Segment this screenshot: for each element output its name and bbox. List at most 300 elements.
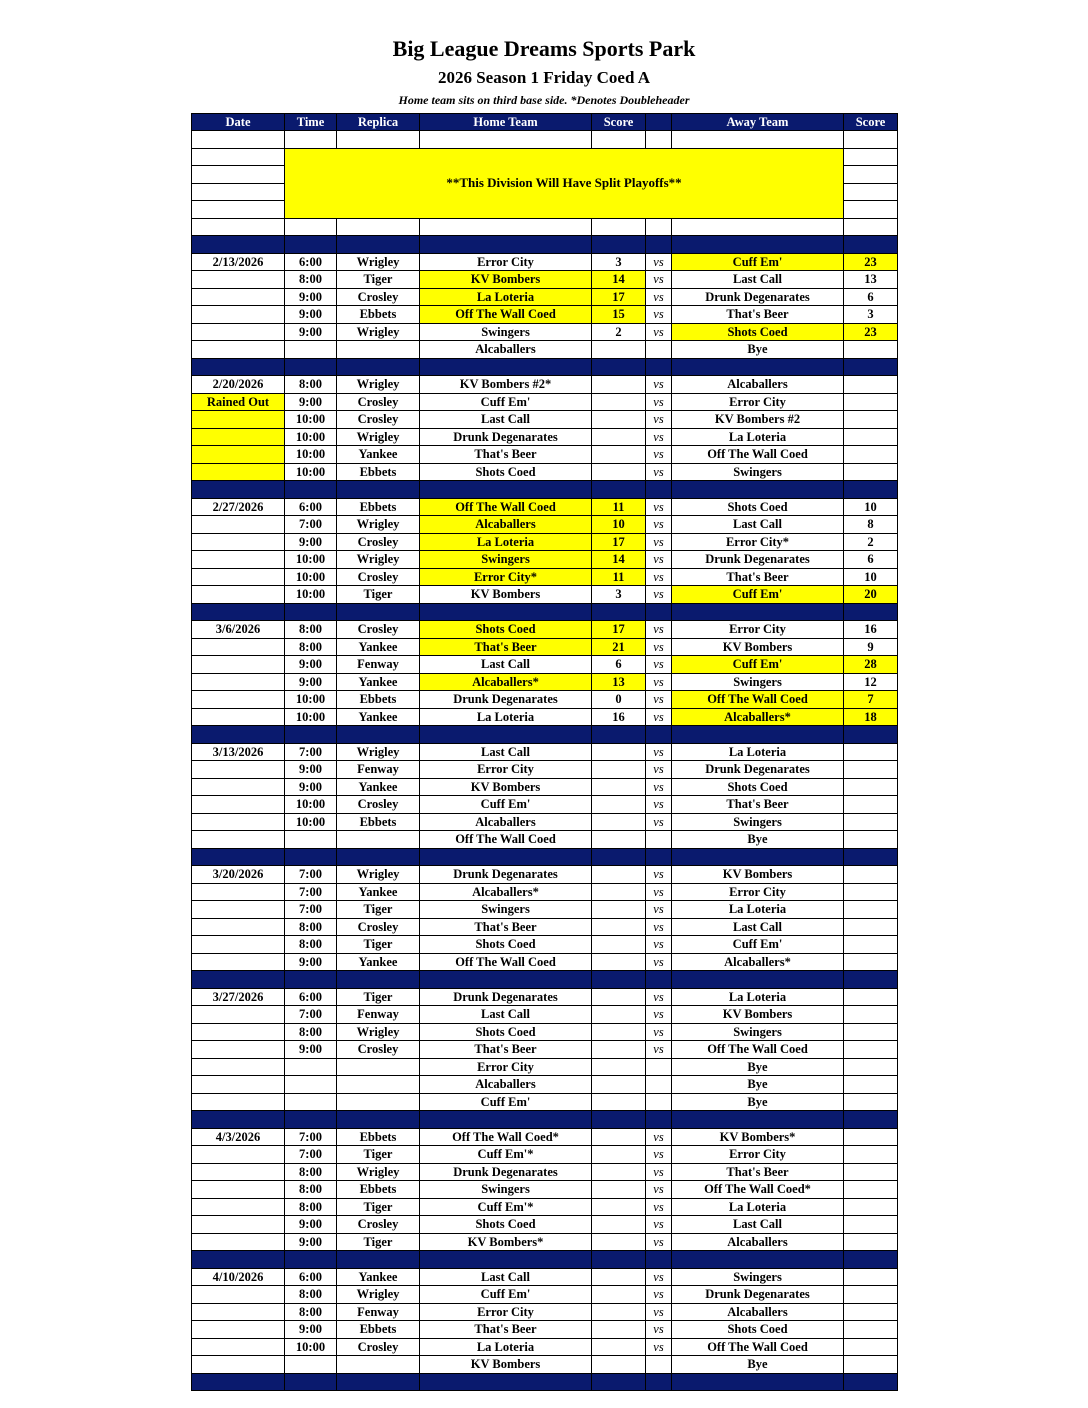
- date-cell: [192, 551, 285, 569]
- replica-field: Crosley: [337, 533, 420, 551]
- replica-field: Wrigley: [337, 1163, 420, 1181]
- home-score: [592, 1356, 646, 1374]
- game-row: [192, 1216, 898, 1234]
- week-separator: [192, 726, 898, 744]
- vs-label: vs: [646, 498, 672, 516]
- game-row: [192, 271, 898, 289]
- away-score: 10: [844, 498, 898, 516]
- date-cell: [192, 516, 285, 534]
- away-score: [844, 831, 898, 849]
- replica-field: Wrigley: [337, 516, 420, 534]
- away-score: [844, 796, 898, 814]
- away-score: [844, 1198, 898, 1216]
- date-cell: [192, 1338, 285, 1356]
- home-score: [592, 1128, 646, 1146]
- away-team: Swingers: [672, 673, 844, 691]
- date-cell: [192, 1233, 285, 1251]
- date-cell: [192, 533, 285, 551]
- col-vs-header: [646, 114, 672, 131]
- replica-field: Tiger: [337, 988, 420, 1006]
- game-row: [192, 1198, 898, 1216]
- date-cell: [192, 446, 285, 464]
- away-team: Off The Wall Coed: [672, 691, 844, 709]
- home-score: [592, 883, 646, 901]
- away-team: Off The Wall Coed*: [672, 1181, 844, 1199]
- page-title: Big League Dreams Sports Park: [392, 36, 696, 61]
- vs-label: vs: [646, 551, 672, 569]
- away-team: Drunk Degenarates: [672, 761, 844, 779]
- home-score: [592, 376, 646, 394]
- home-score: [592, 1286, 646, 1304]
- home-team: KV Bombers: [420, 778, 592, 796]
- away-team: Off The Wall Coed: [672, 1338, 844, 1356]
- game-row: [192, 743, 898, 761]
- away-team: Drunk Degenarates: [672, 1286, 844, 1304]
- vs-label: vs: [646, 533, 672, 551]
- home-score: [592, 1181, 646, 1199]
- game-row: [192, 323, 898, 341]
- home-team: Cuff Em': [420, 1286, 592, 1304]
- away-score: [844, 1093, 898, 1111]
- date-cell: [192, 586, 285, 604]
- vs-label: vs: [646, 866, 672, 884]
- week-separator: [192, 358, 898, 376]
- date-cell: [192, 1041, 285, 1059]
- game-time: 9:00: [285, 1041, 337, 1059]
- game-time: 7:00: [285, 901, 337, 919]
- home-team: Last Call: [420, 743, 592, 761]
- game-row: [192, 341, 898, 359]
- away-team: Bye: [672, 341, 844, 359]
- home-score: [592, 393, 646, 411]
- home-team: Error City: [420, 1058, 592, 1076]
- away-score: [844, 1041, 898, 1059]
- game-time: 8:00: [285, 621, 337, 639]
- away-score: [844, 936, 898, 954]
- vs-label: vs: [646, 708, 672, 726]
- home-team: KV Bombers: [420, 1356, 592, 1374]
- game-time: 8:00: [285, 1198, 337, 1216]
- home-score: [592, 1163, 646, 1181]
- away-team: That's Beer: [672, 796, 844, 814]
- away-score: 13: [844, 271, 898, 289]
- header-row: [192, 114, 898, 131]
- vs-label: vs: [646, 813, 672, 831]
- away-score: 6: [844, 551, 898, 569]
- home-score: [592, 411, 646, 429]
- vs-label: vs: [646, 1216, 672, 1234]
- game-row: [192, 691, 898, 709]
- away-team: Error City: [672, 393, 844, 411]
- vs-label: vs: [646, 761, 672, 779]
- game-time: [285, 341, 337, 359]
- home-score: [592, 1198, 646, 1216]
- home-score: [592, 428, 646, 446]
- game-time: 7:00: [285, 743, 337, 761]
- away-score: [844, 341, 898, 359]
- game-time: 9:00: [285, 778, 337, 796]
- away-score: [844, 988, 898, 1006]
- away-team: Swingers: [672, 1268, 844, 1286]
- away-score: [844, 1321, 898, 1339]
- date-cell: [192, 288, 285, 306]
- game-time: 7:00: [285, 866, 337, 884]
- home-score: [592, 1303, 646, 1321]
- away-score: [844, 1128, 898, 1146]
- vs-label: vs: [646, 288, 672, 306]
- replica-field: Ebbets: [337, 306, 420, 324]
- replica-field: Yankee: [337, 673, 420, 691]
- vs-label: vs: [646, 988, 672, 1006]
- date-cell: [192, 1216, 285, 1234]
- game-time: 8:00: [285, 376, 337, 394]
- game-row: [192, 708, 898, 726]
- vs-label: vs: [646, 1041, 672, 1059]
- away-team: Bye: [672, 1356, 844, 1374]
- home-team: Off The Wall Coed: [420, 953, 592, 971]
- home-score: 2: [592, 323, 646, 341]
- away-score: [844, 446, 898, 464]
- replica-field: Wrigley: [337, 866, 420, 884]
- home-team: Drunk Degenarates: [420, 428, 592, 446]
- game-time: 8:00: [285, 1286, 337, 1304]
- away-team: Alcaballers*: [672, 953, 844, 971]
- game-time: 8:00: [285, 1303, 337, 1321]
- game-time: 6:00: [285, 253, 337, 271]
- game-time: 6:00: [285, 988, 337, 1006]
- game-time: [285, 1093, 337, 1111]
- home-score: [592, 1023, 646, 1041]
- home-score: [592, 901, 646, 919]
- week-separator: [192, 971, 898, 989]
- game-time: 8:00: [285, 936, 337, 954]
- game-time: 10:00: [285, 428, 337, 446]
- home-score: [592, 831, 646, 849]
- game-row: [192, 621, 898, 639]
- home-score: [592, 743, 646, 761]
- game-time: 8:00: [285, 918, 337, 936]
- vs-label: vs: [646, 621, 672, 639]
- game-row: [192, 1303, 898, 1321]
- home-team: Shots Coed: [420, 1023, 592, 1041]
- home-team: La Loteria: [420, 1338, 592, 1356]
- game-row: [192, 1041, 898, 1059]
- game-time: 10:00: [285, 708, 337, 726]
- away-team: That's Beer: [672, 1163, 844, 1181]
- replica-field: Yankee: [337, 446, 420, 464]
- away-score: [844, 901, 898, 919]
- game-time: 9:00: [285, 393, 337, 411]
- game-time: [285, 1076, 337, 1094]
- vs-label: vs: [646, 411, 672, 429]
- game-row: [192, 831, 898, 849]
- game-date: 2/20/2026: [192, 376, 285, 394]
- vs-label: vs: [646, 393, 672, 411]
- game-row: [192, 1321, 898, 1339]
- game-time: 9:00: [285, 953, 337, 971]
- home-score: 17: [592, 288, 646, 306]
- home-score: [592, 1076, 646, 1094]
- away-score: [844, 1216, 898, 1234]
- home-team: Cuff Em'*: [420, 1198, 592, 1216]
- vs-label: vs: [646, 918, 672, 936]
- game-row: [192, 533, 898, 551]
- away-score: 18: [844, 708, 898, 726]
- game-date: 3/6/2026: [192, 621, 285, 639]
- away-score: 16: [844, 621, 898, 639]
- date-cell: [192, 1321, 285, 1339]
- game-row: [192, 813, 898, 831]
- game-row: [192, 1356, 898, 1374]
- week-separator: [192, 1251, 898, 1269]
- replica-field: Crosley: [337, 796, 420, 814]
- game-row: [192, 778, 898, 796]
- game-time: 8:00: [285, 271, 337, 289]
- vs-label: vs: [646, 1128, 672, 1146]
- game-row: [192, 288, 898, 306]
- away-score: [844, 1058, 898, 1076]
- away-team: Cuff Em': [672, 253, 844, 271]
- home-score: 14: [592, 551, 646, 569]
- away-team: Last Call: [672, 516, 844, 534]
- vs-label: vs: [646, 1303, 672, 1321]
- date-cell: [192, 708, 285, 726]
- game-time: 7:00: [285, 1006, 337, 1024]
- game-row: [192, 673, 898, 691]
- home-team: KV Bombers: [420, 271, 592, 289]
- home-score: [592, 1216, 646, 1234]
- date-cell: [192, 691, 285, 709]
- replica-field: Tiger: [337, 1146, 420, 1164]
- replica-field: Fenway: [337, 656, 420, 674]
- vs-label: vs: [646, 253, 672, 271]
- home-team: Off The Wall Coed: [420, 306, 592, 324]
- date-cell: [192, 1163, 285, 1181]
- home-team: Last Call: [420, 411, 592, 429]
- game-date: 2/13/2026: [192, 253, 285, 271]
- home-score: 17: [592, 621, 646, 639]
- away-team: Last Call: [672, 1216, 844, 1234]
- home-score: [592, 341, 646, 359]
- game-time: 10:00: [285, 796, 337, 814]
- away-team: Bye: [672, 1093, 844, 1111]
- replica-field: Wrigley: [337, 551, 420, 569]
- schedule-body: [192, 131, 898, 1391]
- col-home-header: Home Team: [420, 114, 592, 131]
- date-cell: [192, 1356, 285, 1374]
- game-row: [192, 428, 898, 446]
- replica-field: Yankee: [337, 953, 420, 971]
- replica-field: Tiger: [337, 586, 420, 604]
- away-team: Error City: [672, 883, 844, 901]
- replica-field: [337, 831, 420, 849]
- game-row: [192, 866, 898, 884]
- away-team: La Loteria: [672, 428, 844, 446]
- game-row: [192, 516, 898, 534]
- away-team: Drunk Degenarates: [672, 288, 844, 306]
- game-row: [192, 1093, 898, 1111]
- game-time: 9:00: [285, 656, 337, 674]
- replica-field: [337, 1058, 420, 1076]
- week-separator: [192, 848, 898, 866]
- week-separator: [192, 1111, 898, 1129]
- home-team: Alcaballers*: [420, 883, 592, 901]
- game-row: [192, 463, 898, 481]
- home-team: Last Call: [420, 1268, 592, 1286]
- replica-field: Ebbets: [337, 1321, 420, 1339]
- away-team: Shots Coed: [672, 778, 844, 796]
- away-score: [844, 953, 898, 971]
- game-row: [192, 1006, 898, 1024]
- home-score: 17: [592, 533, 646, 551]
- game-time: 10:00: [285, 813, 337, 831]
- date-cell: [192, 778, 285, 796]
- replica-field: Yankee: [337, 638, 420, 656]
- replica-field: Wrigley: [337, 323, 420, 341]
- home-team: Alcaballers: [420, 1076, 592, 1094]
- col-away-score-header: Score: [844, 114, 898, 131]
- home-team: KV Bombers*: [420, 1233, 592, 1251]
- replica-field: Ebbets: [337, 1181, 420, 1199]
- game-time: 10:00: [285, 551, 337, 569]
- date-cell: [192, 306, 285, 324]
- away-score: [844, 1303, 898, 1321]
- away-team: Swingers: [672, 813, 844, 831]
- away-score: 10: [844, 568, 898, 586]
- vs-label: vs: [646, 743, 672, 761]
- away-score: [844, 463, 898, 481]
- date-cell: [192, 568, 285, 586]
- home-score: 16: [592, 708, 646, 726]
- game-time: [285, 831, 337, 849]
- home-team: La Loteria: [420, 533, 592, 551]
- game-time: 8:00: [285, 1181, 337, 1199]
- replica-field: Yankee: [337, 778, 420, 796]
- game-date: 4/10/2026: [192, 1268, 285, 1286]
- away-team: KV Bombers: [672, 638, 844, 656]
- home-score: [592, 918, 646, 936]
- home-team: Last Call: [420, 1006, 592, 1024]
- game-row: [192, 656, 898, 674]
- date-cell: [192, 673, 285, 691]
- vs-label: vs: [646, 638, 672, 656]
- game-row: [192, 1338, 898, 1356]
- game-time: 8:00: [285, 1023, 337, 1041]
- away-team: Cuff Em': [672, 586, 844, 604]
- away-team: That's Beer: [672, 568, 844, 586]
- vs-label: vs: [646, 428, 672, 446]
- replica-field: Crosley: [337, 1216, 420, 1234]
- vs-label: vs: [646, 1268, 672, 1286]
- home-team: Swingers: [420, 323, 592, 341]
- vs-label: vs: [646, 1338, 672, 1356]
- away-team: Off The Wall Coed: [672, 1041, 844, 1059]
- replica-field: Crosley: [337, 621, 420, 639]
- date-cell: [192, 1198, 285, 1216]
- home-team: Drunk Degenarates: [420, 988, 592, 1006]
- home-score: [592, 778, 646, 796]
- home-team: La Loteria: [420, 288, 592, 306]
- replica-field: Ebbets: [337, 691, 420, 709]
- away-score: [844, 743, 898, 761]
- home-score: 21: [592, 638, 646, 656]
- game-date: 3/20/2026: [192, 866, 285, 884]
- game-row: [192, 1076, 898, 1094]
- date-cell: [192, 831, 285, 849]
- away-score: [844, 1023, 898, 1041]
- replica-field: Yankee: [337, 883, 420, 901]
- replica-field: Fenway: [337, 761, 420, 779]
- away-team: That's Beer: [672, 306, 844, 324]
- home-score: [592, 796, 646, 814]
- home-team: Shots Coed: [420, 936, 592, 954]
- game-row: [192, 498, 898, 516]
- home-score: [592, 1058, 646, 1076]
- home-team: Off The Wall Coed: [420, 831, 592, 849]
- away-team: KV Bombers*: [672, 1128, 844, 1146]
- schedule-note: Home team sits on third base side. *Denotes Doubleheader: [398, 93, 690, 107]
- away-score: 3: [844, 306, 898, 324]
- home-score: [592, 761, 646, 779]
- away-team: Shots Coed: [672, 323, 844, 341]
- game-time: 9:00: [285, 1216, 337, 1234]
- game-row: [192, 638, 898, 656]
- date-cell: [192, 638, 285, 656]
- home-score: 3: [592, 253, 646, 271]
- game-time: 8:00: [285, 638, 337, 656]
- home-team: Drunk Degenarates: [420, 866, 592, 884]
- home-score: [592, 866, 646, 884]
- game-time: 7:00: [285, 883, 337, 901]
- away-team: Cuff Em': [672, 936, 844, 954]
- away-score: [844, 813, 898, 831]
- vs-label: [646, 831, 672, 849]
- blank-row: [192, 218, 898, 236]
- game-row: [192, 1128, 898, 1146]
- home-score: [592, 936, 646, 954]
- home-team: Error City: [420, 761, 592, 779]
- home-team: Alcaballers: [420, 516, 592, 534]
- game-row: [192, 253, 898, 271]
- replica-field: Wrigley: [337, 743, 420, 761]
- away-score: [844, 1181, 898, 1199]
- home-score: [592, 1146, 646, 1164]
- game-row: [192, 936, 898, 954]
- vs-label: vs: [646, 1321, 672, 1339]
- vs-label: vs: [646, 463, 672, 481]
- home-score: 6: [592, 656, 646, 674]
- home-team: KV Bombers #2*: [420, 376, 592, 394]
- away-score: 23: [844, 253, 898, 271]
- away-score: 7: [844, 691, 898, 709]
- game-time: 9:00: [285, 306, 337, 324]
- home-team: Error City: [420, 253, 592, 271]
- date-cell: [192, 901, 285, 919]
- replica-field: Crosley: [337, 918, 420, 936]
- game-row: [192, 918, 898, 936]
- replica-field: Tiger: [337, 936, 420, 954]
- game-time: 10:00: [285, 411, 337, 429]
- col-away-header: Away Team: [672, 114, 844, 131]
- home-team: La Loteria: [420, 708, 592, 726]
- away-score: [844, 883, 898, 901]
- game-time: 6:00: [285, 498, 337, 516]
- vs-label: [646, 1356, 672, 1374]
- game-row: [192, 376, 898, 394]
- home-score: 13: [592, 673, 646, 691]
- date-cell: [192, 428, 285, 446]
- away-team: Error City*: [672, 533, 844, 551]
